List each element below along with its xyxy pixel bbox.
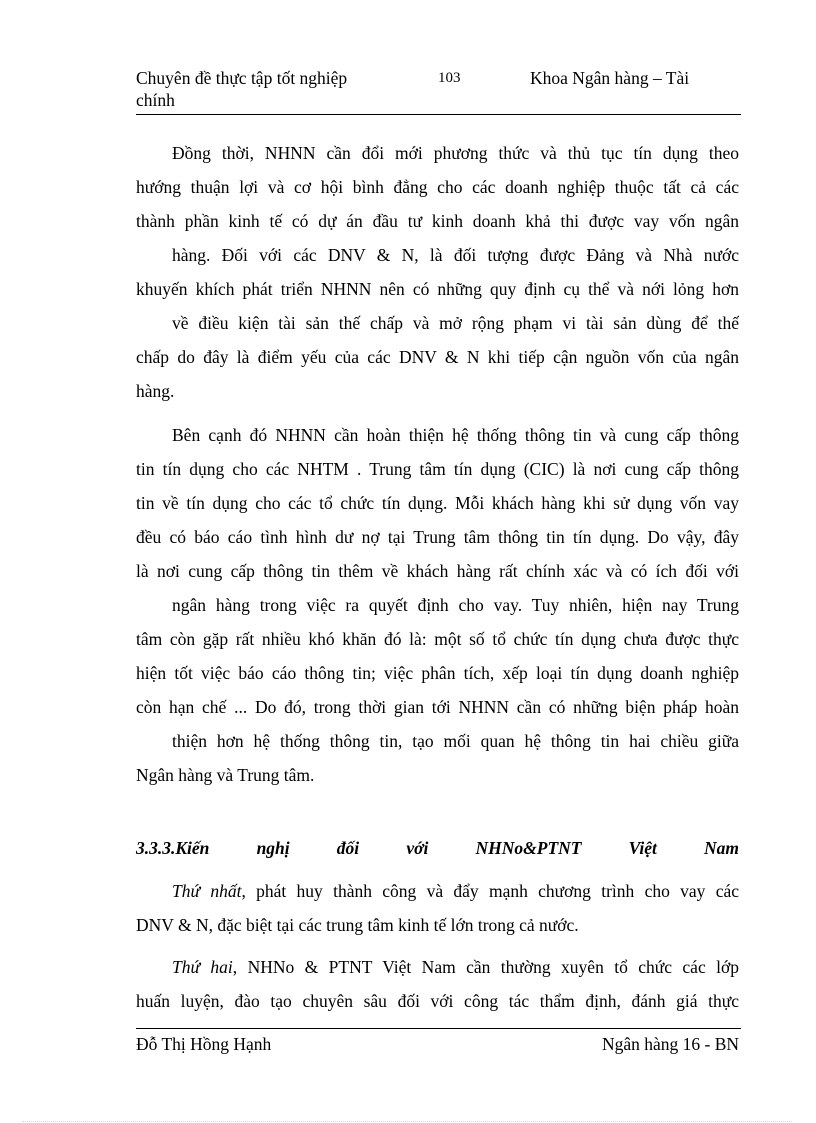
text-line: là nơi cung cấp thông tin thêm về khách hàng rất chính xác và có ích đối với bbox=[136, 561, 739, 581]
text-line: Đồng thời, NHNN cần đổi mới phương thức và thủ tục tín dụng theo bbox=[172, 143, 739, 163]
paragraph-1 bbox=[136, 136, 739, 408]
text-run: , NHNo & PTNT Việt Nam cần thường xuyên tổ chức các lớp bbox=[232, 957, 739, 977]
text-line: chấp do đây là điểm yếu của các DNV & N khi tiếp cận nguồn vốn của ngân bbox=[136, 347, 739, 367]
text-run: , phát huy thành công và đẩy mạnh chương trình cho vay các bbox=[241, 881, 739, 901]
footer-author: Đỗ Thị Hồng Hạnh bbox=[136, 1034, 272, 1054]
text-line: hàng. Đối với các DNV & N, là đối tượng được Đảng và Nhà nước bbox=[172, 245, 739, 265]
header-left-title: Chuyên đề thực tập tốt nghiệp bbox=[136, 68, 348, 88]
paragraph-2 bbox=[136, 418, 739, 792]
text-line: hướng thuận lợi và cơ hội bình đẳng cho các doanh nghiệp thuộc tất cả các bbox=[136, 177, 739, 197]
text-line: khuyến khích phát triển NHNN nên có những quy định cụ thể và nới lỏng hơn bbox=[136, 279, 739, 299]
text-line: hiện tốt việc báo cáo thông tin; việc phân tích, xếp loại tín dụng doanh nghiệp bbox=[136, 663, 739, 683]
paragraph-3 bbox=[136, 874, 739, 942]
text-line: tin về tín dụng cho các tổ chức tín dụng. Mỗi khách hàng khi sử dụng vốn vay bbox=[136, 493, 739, 513]
paragraph-4 bbox=[136, 950, 739, 1018]
text-line bbox=[136, 874, 739, 908]
text-line: về điều kiện tài sản thế chấp và mở rộng phạm vi tài sản dùng để thế bbox=[172, 313, 739, 333]
page-edge-divider bbox=[22, 1121, 792, 1122]
footer-rule bbox=[136, 1028, 741, 1029]
text-line: huấn luyện, đào tạo chuyên sâu đối với công tác thẩm định, đánh giá thực bbox=[136, 991, 739, 1011]
text-line: còn hạn chế ... Do đó, trong thời gian tới NHNN cần có những biện pháp hoàn bbox=[136, 697, 739, 717]
section-heading: 3.3.3.Kiến nghị đối với NHNo&PTNT Việt Nam bbox=[136, 838, 739, 858]
footer-class: Ngân hàng 16 - BN bbox=[601, 1034, 739, 1054]
lead-term: Thứ nhất bbox=[172, 881, 242, 901]
text-line: đều có báo cáo tình hình dư nợ tại Trung tâm thông tin tín dụng. Do vậy, đây bbox=[136, 527, 739, 547]
text-line: ngân hàng trong việc ra quyết định cho vay. Tuy nhiên, hiện nay Trung bbox=[172, 595, 739, 615]
text-line: Ngân hàng và Trung tâm. bbox=[136, 765, 315, 785]
text-line: tin tín dụng cho các NHTM . Trung tâm tín dụng (CIC) là nơi cung cấp thông bbox=[136, 459, 739, 479]
lead-term: Thứ hai bbox=[172, 957, 233, 977]
text-line: hàng. bbox=[136, 381, 175, 401]
text-line: thành phần kinh tế có dự án đầu tư kinh doanh khả thi được vay vốn ngân bbox=[136, 211, 739, 231]
header-left-title-cont: chính bbox=[136, 90, 175, 110]
header-rule bbox=[136, 114, 741, 115]
page-number: 103 bbox=[438, 70, 461, 86]
text-line: DNV & N, đặc biệt tại các trung tâm kinh tế lớn trong cả nước. bbox=[136, 915, 579, 935]
text-line: Bên cạnh đó NHNN cần hoàn thiện hệ thống thông tin và cung cấp thông bbox=[172, 425, 739, 445]
page-header bbox=[136, 68, 742, 114]
text-line: thiện hơn hệ thống thông tin, tạo mối quan hệ thông tin hai chiều giữa bbox=[172, 731, 739, 751]
text-line bbox=[136, 950, 739, 984]
text-line: tâm còn gặp rất nhiều khó khăn đó là: một số tổ chức tín dụng chưa được thực bbox=[136, 629, 739, 649]
header-right-title: Khoa Ngân hàng – Tài bbox=[530, 68, 690, 88]
